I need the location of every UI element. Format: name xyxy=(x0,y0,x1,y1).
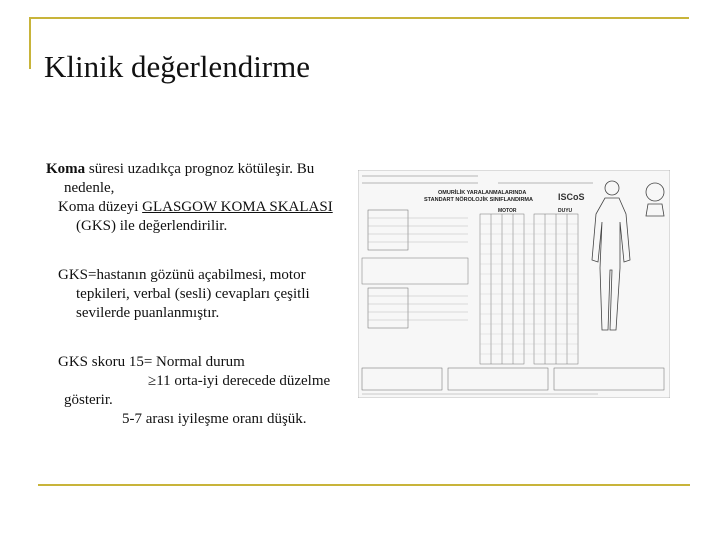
slide-title: Klinik değerlendirme xyxy=(44,48,310,84)
gcs-scale-link[interactable]: GLASGOW KOMA SKALASI xyxy=(142,199,333,215)
coma-sentence: süresi uzadıkça prognoz kötüleşir. Bu nedenle, xyxy=(64,161,315,196)
paragraph-gcs-intro xyxy=(58,198,346,236)
paragraph-gcs-scores xyxy=(58,353,346,429)
bottom-rule xyxy=(38,484,690,486)
paragraph-gcs-definition: GKS=hastanın gözünü açabilmesi, motor tepkileri, verbal (sesli) cevapları çeşitli sevilerde puanlanmıştır. xyxy=(58,267,310,321)
form-header-line1: OMURİLİK YARALANMALARINDA xyxy=(438,190,527,196)
coma-bold-word: Koma xyxy=(46,161,86,177)
neurological-classification-form-image xyxy=(358,170,670,398)
score-line-moderate: ≥11 orta-iyi derecede düzelme xyxy=(148,373,331,389)
score-line-shows: gösterir. xyxy=(64,392,113,408)
column-duyu-label: DUYU xyxy=(558,208,573,214)
score-line-low: 5-7 arası iyileşme oranı düşük. xyxy=(122,411,307,427)
frame-left-line xyxy=(29,17,31,69)
score-line-normal: GKS skoru 15= Normal durum xyxy=(58,354,245,370)
slide-body xyxy=(46,160,346,429)
frame-top-line xyxy=(29,17,689,19)
paragraph-coma-prognosis xyxy=(46,160,346,198)
gcs-intro-prefix: Koma düzeyi xyxy=(58,199,143,215)
iscos-logo: ISCoS xyxy=(558,192,585,202)
column-motor-label: MOTOR xyxy=(498,208,517,214)
form-header-line2: STANDART NÖROLOJİK SINIFLANDIRMA xyxy=(424,197,533,203)
gcs-intro-suffix: (GKS) ile değerlendirilir. xyxy=(76,218,228,234)
